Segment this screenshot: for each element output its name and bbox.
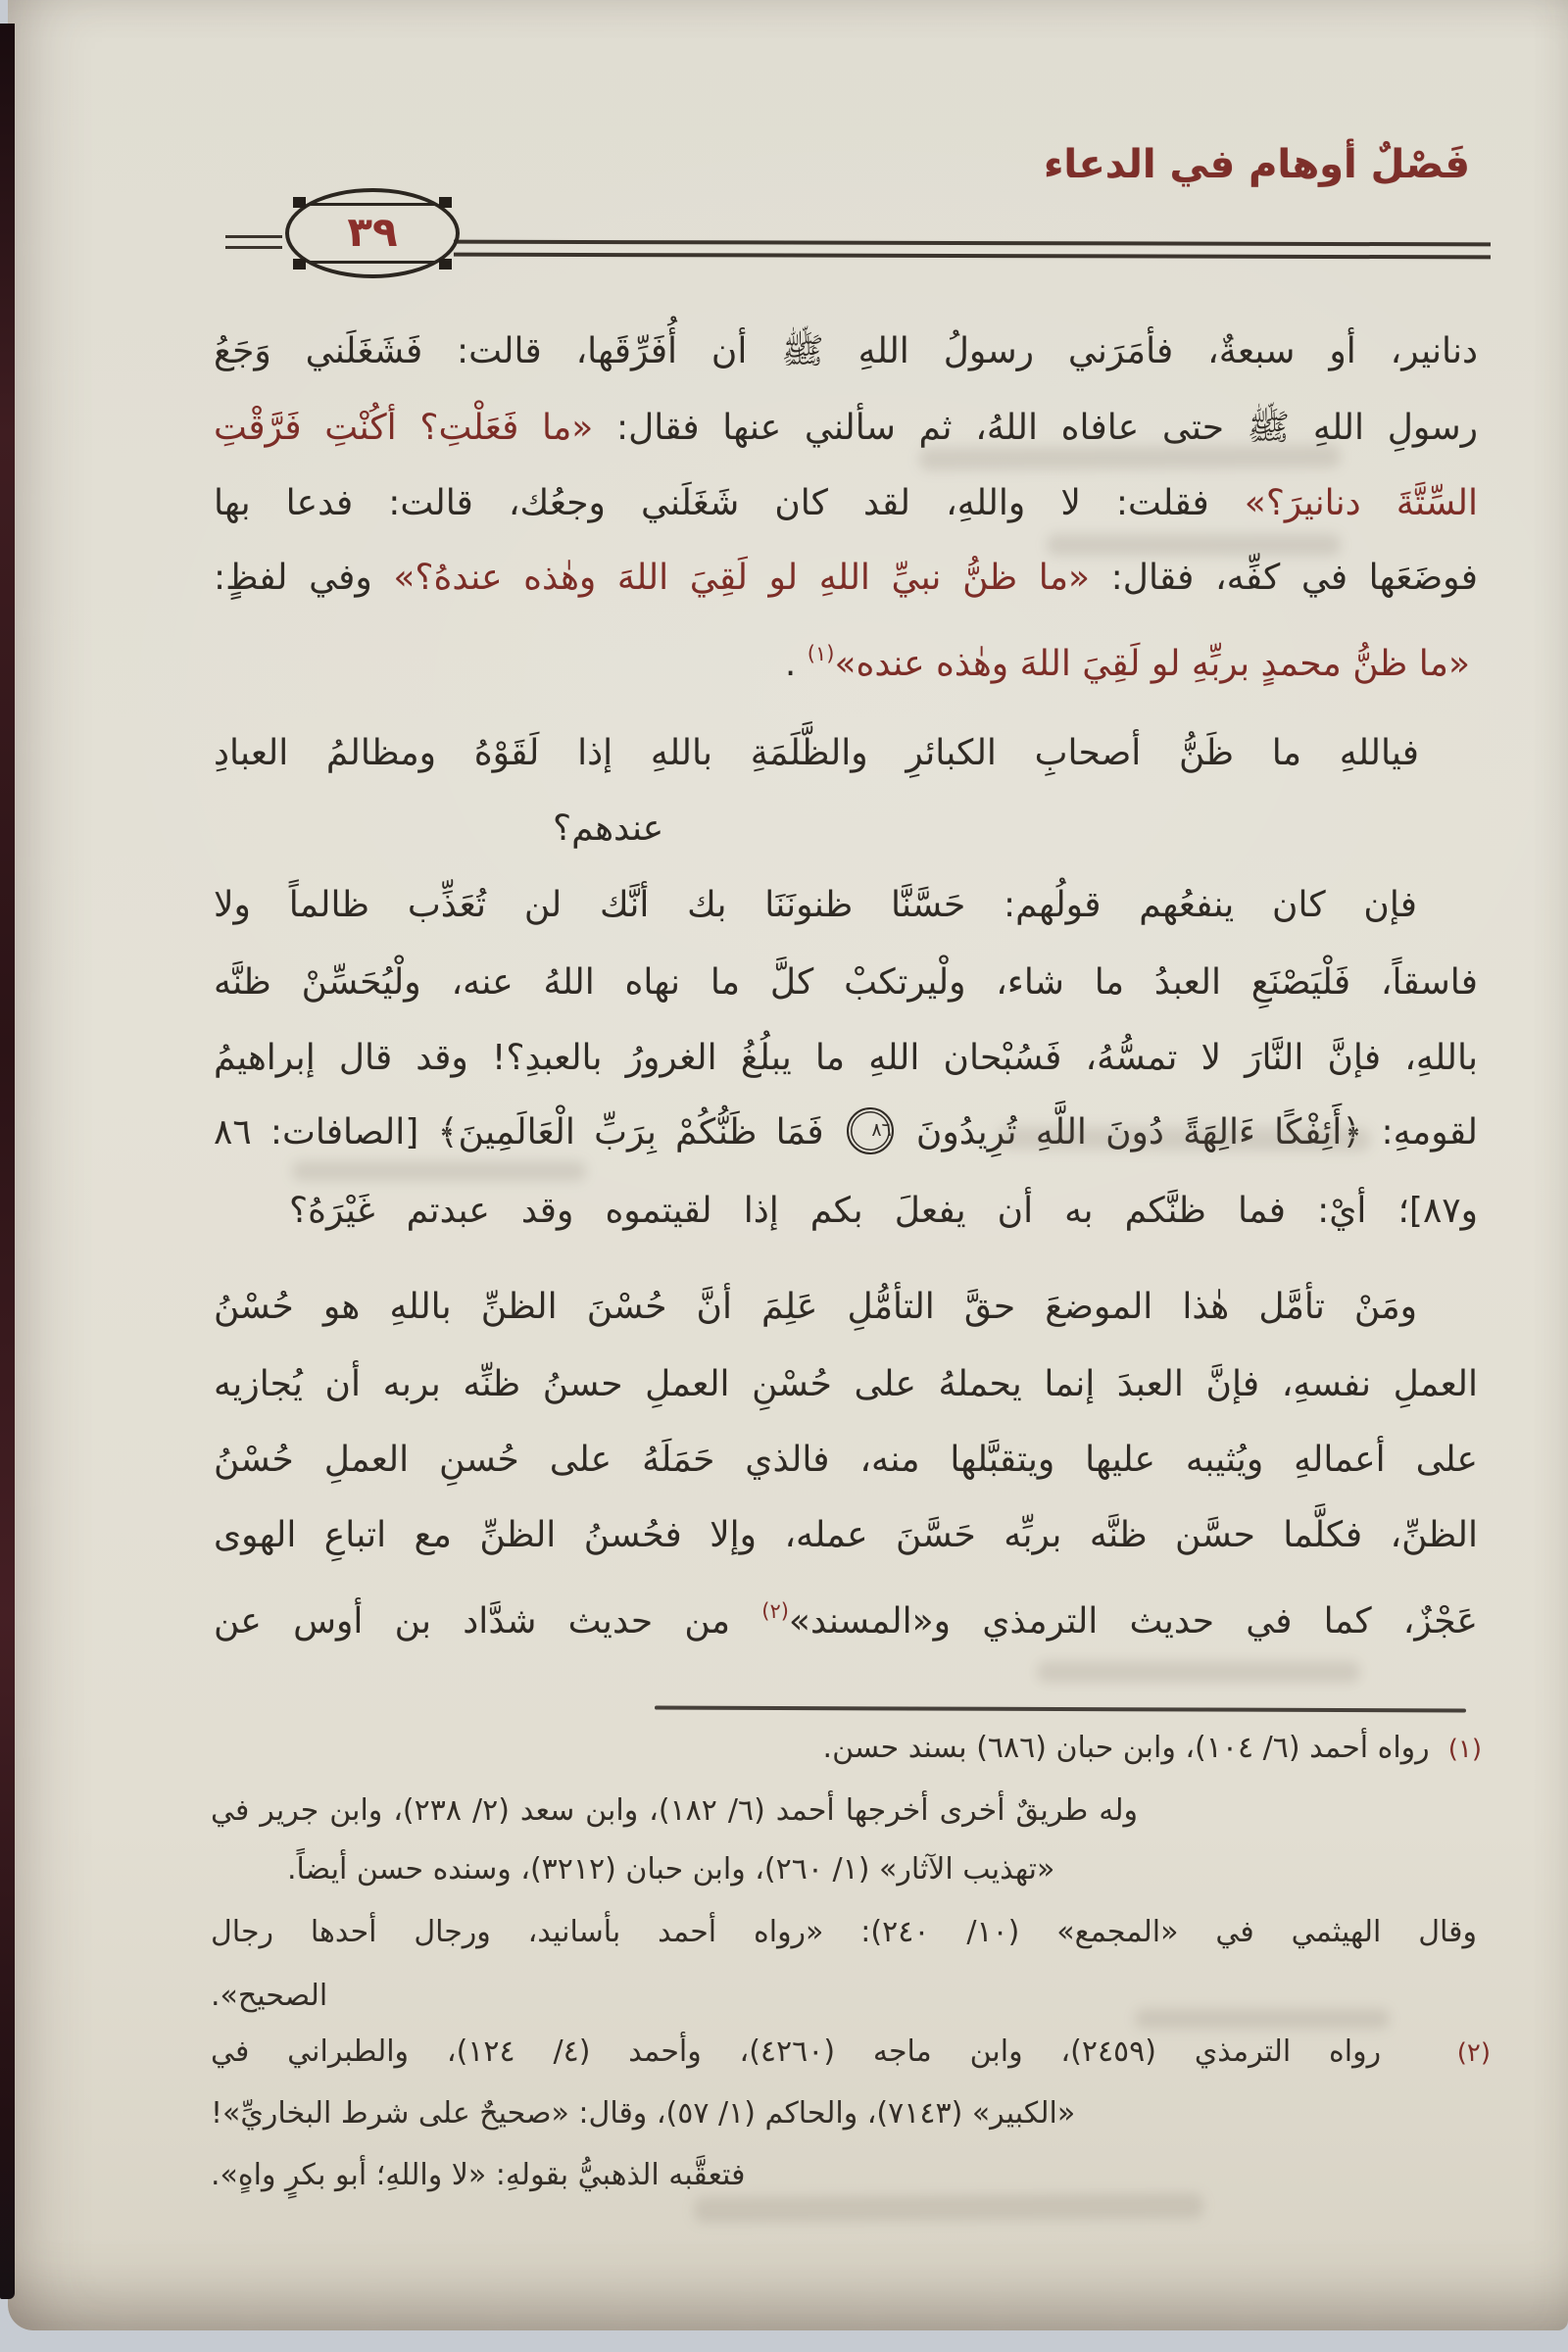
footnote-line <box>211 1973 327 2020</box>
body-line <box>214 1030 1478 1087</box>
footnote-line: (١)​ رواه أحمد (٦/ ١٠٤)، وابن حبان (٦٨٦) بسند حسن. <box>822 1731 1482 1765</box>
body-line <box>214 1356 1478 1413</box>
ink-bleed-smudge <box>1037 1661 1360 1683</box>
footnote-line: (٢)​ رواه الترمذي (٢٤٥٩)، وابن ماجه (٤٢٦٠)، وأحمد (٤/ ١٢٤)، والطبراني في <box>211 2034 1492 2069</box>
body-line <box>785 625 1470 693</box>
body-text: على أعمالهِ ويُثيبه عليها ويتقبَّلها منه، فالذي حَمَلَهُ على حُسنِ العملِ حُسْنُ <box>214 1440 1478 1480</box>
cartouche-corner <box>293 259 306 270</box>
body-text: عَجْزٌ، كما في حديث الترمذي و«المسند» <box>788 1601 1478 1642</box>
footnote-line <box>287 1846 1054 1893</box>
hadith-text: «ما ظنُّ محمدٍ بربِّهِ لو لَقِيَ اللهَ وهٰذه عنده» <box>834 644 1470 684</box>
footnote-marker: (١) <box>1447 1735 1482 1764</box>
body-text: رسولِ اللهِ ﷺ حتى عافاه اللهُ، ثم سألني عنها فقال: <box>593 408 1478 448</box>
body-text: من حديث شدَّاد بن أوس عن <box>214 1601 762 1642</box>
running-header-title: فَصْلٌ أوهام في الدعاء <box>1043 142 1470 187</box>
body-text: العملِ نفسهِ، فإنَّ العبدَ إنما يحملهُ على حُسْنِ العملِ حسنُ ظنِّه بربه أن يُجازيه <box>214 1364 1478 1404</box>
body-line <box>214 323 1478 380</box>
body-line <box>214 475 1478 532</box>
page-number: ٣٩ <box>347 208 398 256</box>
body-line <box>214 550 1478 607</box>
body-line <box>214 1583 1478 1650</box>
body-text: فإن كان ينفعُهم قولُهم: حَسَّنَّا ظنونَنَا بك أنَّك لن تُعَذِّب ظالماً ولا <box>214 885 1417 925</box>
body-line <box>214 400 1478 457</box>
footnote-text: رواه الترمذي (٢٤٥٩)، وابن ماجه (٤٢٦٠)، وأحمد (٤/ ١٢٤)، والطبراني في <box>211 2034 1382 2069</box>
footnote-separator <box>655 1706 1466 1713</box>
body-line <box>214 725 1419 782</box>
body-line <box>214 1279 1417 1336</box>
header-rule-left-segment <box>225 235 282 249</box>
body-text: . <box>784 644 808 684</box>
cartouche-corner <box>439 197 452 208</box>
footnote-text: «تهذيب الآثار» (١/ ٢٦٠)، وابن حبان (٣٢١٢)، وسنده حسن أيضاً. <box>287 1852 1055 1886</box>
ink-bleed-smudge <box>694 2193 1203 2224</box>
page-number-cartouche <box>285 188 460 278</box>
cartouche-bottom-bar <box>311 261 434 264</box>
footnote-line <box>211 2152 745 2199</box>
footnote-line <box>211 1788 1138 1835</box>
body-text: و٨٧]؛ أيْ: فما ظنَّكم به أن يفعلَ بكم إذا لقيتموه وقد عبدتم غَيْرَهُ؟ <box>289 1191 1478 1231</box>
ink-bleed-smudge <box>1135 2009 1390 2029</box>
footnote-line <box>211 1909 1477 1956</box>
body-line <box>214 1507 1478 1564</box>
footnote-text: رواه أحمد (٦/ ١٠٤)، وابن حبان (٦٨٦) بسند حسن. <box>822 1731 1430 1765</box>
quran-ayah-marker: ٨٦ <box>847 1107 894 1154</box>
body-text: وفي لفظٍ: <box>214 558 394 598</box>
footnote-text: الصحيح». <box>211 1979 328 2013</box>
body-text: ومَنْ تأمَّل هٰذا الموضعَ حقَّ التأمُّلِ عَلِمَ أنَّ حُسْنَ الظنِّ باللهِ هو حُسْنُ <box>214 1287 1417 1327</box>
body-line <box>289 1183 1478 1240</box>
footnote-text: فتعقَّبه الذهبيُّ بقولهِ: «لا واللهِ؛ أبو بكرٍ واهٍ». <box>211 2158 746 2192</box>
quran-verse-text: فَمَا ظَنُّكُمْ بِرَبِّ الْعَالَمِينَ﴾ [الصافات: ٨٦ <box>214 1112 843 1152</box>
body-text: فوضَعَها في كفِّه، فقال: <box>1090 558 1478 598</box>
footnote-ref: (١) <box>807 642 835 665</box>
body-text: فقلت: لا واللهِ، لقد كان شَغَلَني وجعُك، قالت: فدعا بها <box>214 483 1245 523</box>
body-text: دنانير، أو سبعةٌ، فأمَرَني رسولُ اللهِ ﷺ أن أُفَرِّقَها، قالت: فَشَغَلَني وَجَعُ <box>214 331 1478 371</box>
body-text: الظنِّ، فكلَّما حسَّن ظنَّه بربِّه حَسَّنَ عمله، وإلا فحُسنُ الظنِّ مع اتباعِ الهوى <box>214 1515 1478 1555</box>
hadith-text: السِّتَّةَ دنانيرَ؟» <box>1244 483 1479 523</box>
quran-verse-text: لقومهِ: ﴿أَئِفْكًا ءَالِهَةً دُونَ اللَّهِ تُرِيدُونَ <box>897 1112 1478 1152</box>
hadith-text: «ما ظنُّ نبيِّ اللهِ لو لَقِيَ اللهَ وهٰذه عندهُ؟» <box>393 558 1091 598</box>
body-line <box>214 955 1478 1011</box>
body-text: عندهم؟ <box>553 808 664 849</box>
footnote-ref: (٢) <box>761 1599 789 1623</box>
cartouche-corner <box>293 197 306 208</box>
footnote-text: «الكبير» (٧١٤٣)، والحاكم (١/ ٥٧)، وقال: «صحيحٌ على شرط البخاريِّ»! <box>211 2096 1076 2131</box>
cartouche-corner <box>439 259 452 270</box>
body-text: فاسقاً، فَلْيَصْنَعِ العبدُ ما شاء، ولْيرتكبْ كلَّ ما نهاه اللهُ عنه، ولْيُحَسِّنْ ظنَّه <box>214 962 1478 1003</box>
footnote-text: وله طريقٌ أخرى أخرجها أحمد (٦/ ١٨٢)، وابن سعد (٢/ ٢٣٨)، وابن جرير في <box>211 1793 1138 1828</box>
body-text: باللهِ، فإنَّ النَّارَ لا تمسُّهُ، فَسُبْحان اللهِ ما يبلُغُ الغرورُ بالعبدِ؟! وقد قال إبراهيمُ <box>214 1038 1478 1078</box>
body-text: فياللهِ ما ظَنُّ أصحابِ الكبائرِ والظَّلَمَةِ باللهِ إذا لَقَوْهُ ومظالمُ العبادِ <box>214 733 1419 773</box>
ink-bleed-smudge <box>292 1161 586 1181</box>
cartouche-top-bar <box>311 203 434 206</box>
body-line <box>214 877 1417 934</box>
body-line <box>214 1104 1478 1161</box>
footnote-line <box>211 2090 1075 2137</box>
footnote-text: وقال الهيثمي في «المجمع» (١٠/ ٢٤٠): «رواه أحمد بأسانيد، ورجال أحدها رجال <box>211 1915 1477 1949</box>
body-line <box>214 1432 1478 1489</box>
hadith-text: «ما فَعَلْتِ؟ أكُنْتِ فَرَّقْتِ <box>214 408 594 448</box>
footnote-marker: (٢) <box>1456 2038 1492 2068</box>
header-rule <box>454 240 1491 260</box>
book-page <box>8 0 1568 2330</box>
body-line <box>553 801 663 858</box>
book-spine-edge <box>0 24 15 2299</box>
